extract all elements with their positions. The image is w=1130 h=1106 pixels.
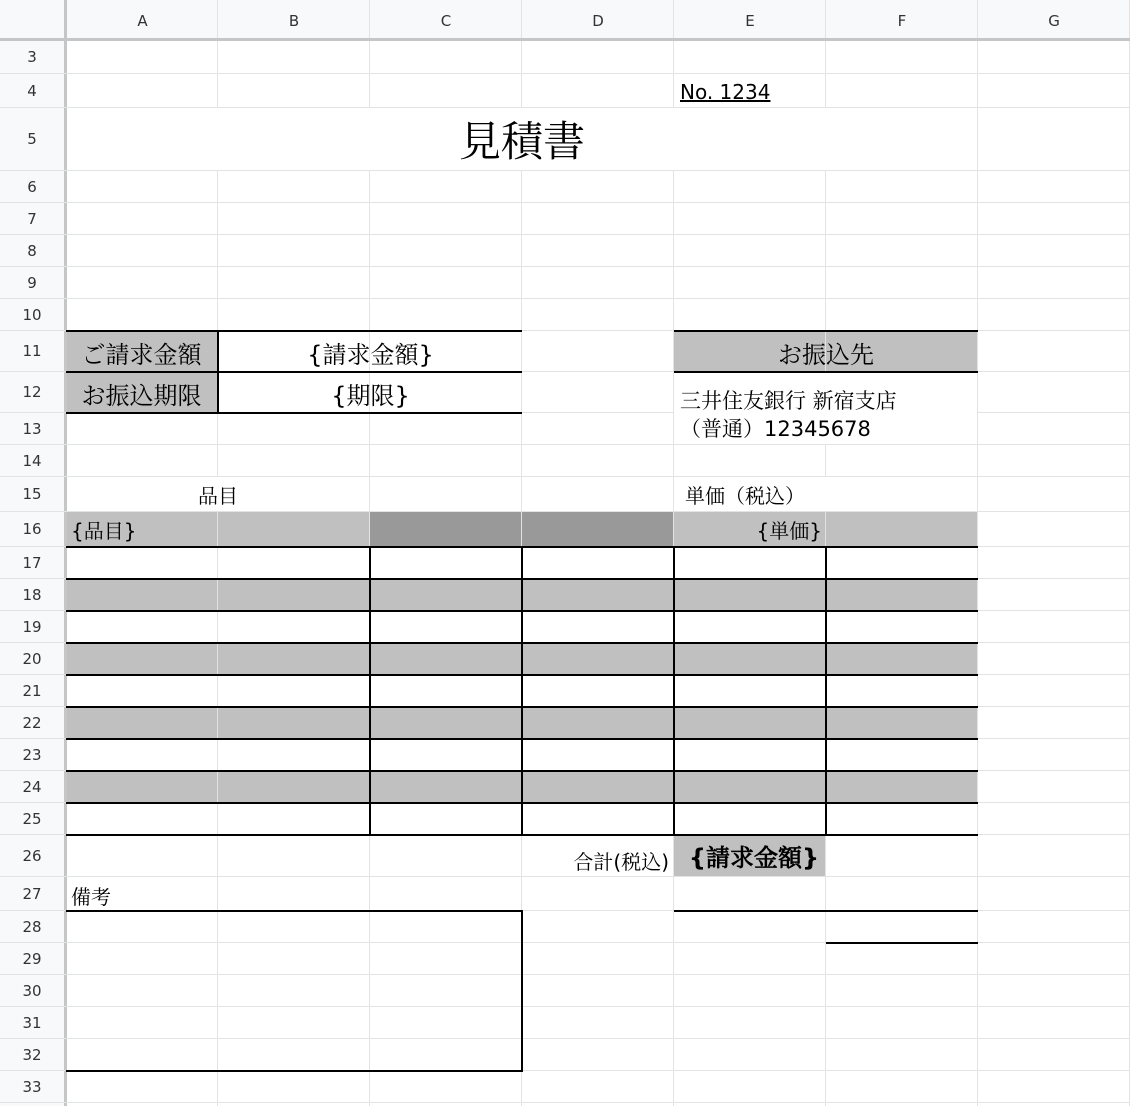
row-header[interactable]: 30 — [22, 981, 42, 1000]
row-header[interactable]: 15 — [22, 485, 42, 503]
row-header[interactable]: 24 — [22, 777, 42, 796]
row-header[interactable]: 7 — [27, 209, 37, 228]
row-header[interactable]: 17 — [22, 553, 42, 572]
row-header[interactable]: 9 — [27, 273, 37, 292]
total-label[interactable]: 合計(税込) — [573, 849, 669, 874]
row-header[interactable]: 12 — [22, 383, 42, 401]
row-header[interactable]: 29 — [22, 949, 42, 968]
remarks-label[interactable]: 備考 — [71, 884, 111, 909]
row-header[interactable]: 8 — [27, 241, 37, 260]
row-header[interactable]: 21 — [22, 681, 42, 700]
row-header[interactable]: 22 — [22, 713, 42, 732]
items-header[interactable]: 品目 — [198, 483, 238, 508]
row-header[interactable]: 3 — [27, 48, 37, 66]
row-header[interactable]: 27 — [22, 884, 42, 903]
column-header-d[interactable]: D — [592, 12, 604, 30]
row-header[interactable]: 32 — [22, 1045, 42, 1064]
row-header[interactable]: 23 — [22, 745, 42, 764]
row-header[interactable]: 28 — [22, 917, 42, 936]
unit-price-placeholder-cell[interactable]: {単価} — [756, 519, 822, 543]
doc-number-cell[interactable]: No. 1234 — [680, 80, 771, 104]
transfer-to-label[interactable]: お振込先 — [778, 340, 874, 369]
column-header-a[interactable]: A — [137, 12, 148, 30]
row-header[interactable]: 26 — [22, 846, 42, 865]
billing-amount-label[interactable]: ご請求金額 — [81, 340, 202, 369]
row-header[interactable]: 19 — [22, 617, 42, 636]
row-header[interactable]: 33 — [22, 1077, 42, 1096]
row-header[interactable]: 18 — [22, 585, 42, 604]
column-header-f[interactable]: F — [897, 12, 907, 30]
row-header[interactable]: 4 — [27, 81, 37, 100]
column-header-c[interactable]: C — [440, 12, 452, 30]
billing-amount-value[interactable]: {請求金額} — [307, 340, 434, 369]
total-value[interactable]: {請求金額} — [688, 844, 820, 872]
item-placeholder-cell[interactable]: {品目} — [71, 519, 137, 543]
unit-price-header[interactable]: 単価（税込） — [685, 483, 805, 508]
row-header[interactable]: 31 — [22, 1013, 42, 1032]
bank-info-line1[interactable]: 三井住友銀行 新宿支店 — [680, 389, 897, 413]
row-header[interactable]: 6 — [27, 177, 37, 196]
row-header[interactable]: 14 — [22, 451, 42, 470]
row-header[interactable]: 25 — [22, 809, 42, 828]
payment-deadline-value[interactable]: {期限} — [331, 381, 410, 410]
row-header[interactable]: 11 — [22, 342, 42, 360]
row-header[interactable]: 16 — [22, 520, 42, 538]
page-title[interactable]: 見積書 — [458, 117, 585, 166]
row-header[interactable]: 20 — [22, 649, 42, 668]
row16-fill-cd — [370, 512, 674, 547]
row-header[interactable]: 13 — [22, 419, 42, 438]
column-header-b[interactable]: B — [288, 12, 300, 30]
row-header[interactable]: 5 — [27, 130, 37, 148]
column-header-g[interactable]: G — [1048, 12, 1060, 30]
bank-info-line2[interactable]: （普通）12345678 — [680, 417, 871, 441]
row-header[interactable]: 10 — [22, 305, 42, 324]
column-header-e[interactable]: E — [745, 12, 755, 30]
remarks-box[interactable] — [68, 912, 521, 1070]
payment-deadline-label[interactable]: お振込期限 — [81, 381, 202, 410]
